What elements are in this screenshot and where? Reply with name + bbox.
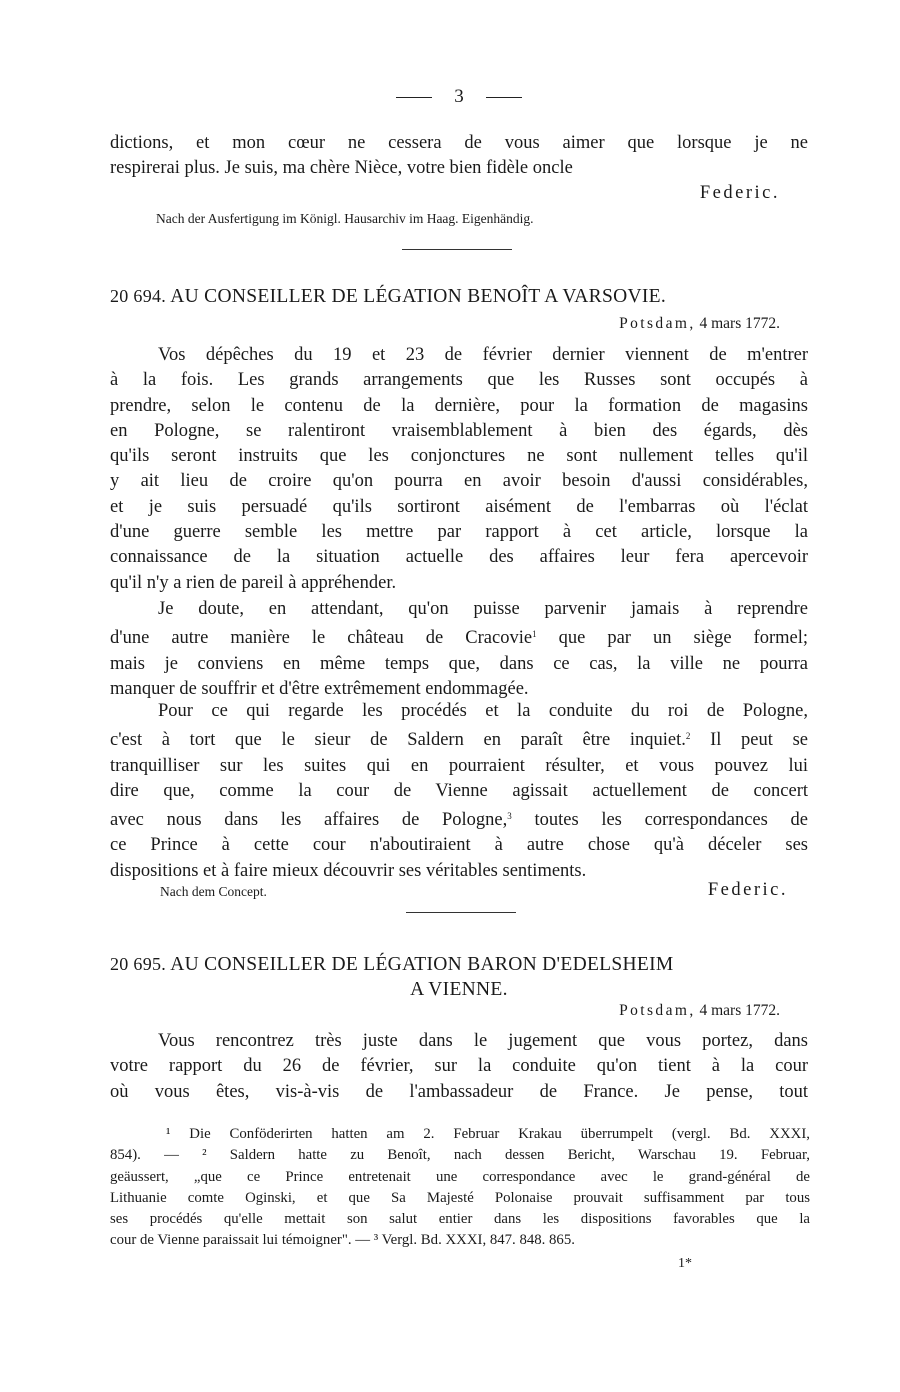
footnote-line: ses procédés qu'elle mettait son salut entier dans les dispositions favorables que la [110,1211,810,1228]
signature-mark: 1* [678,1256,692,1271]
header-dash-left [396,97,432,98]
divider [402,249,512,250]
letter2-source-note: Nach dem Concept. [160,884,267,899]
footnote-line: ¹ Die Conföderirten hatten am 2. Februar Krakau überrumpelt (vergl. Bd. XXXI, [166,1126,810,1142]
header-dash-right [486,97,522,98]
page-number: 3 [454,86,464,107]
text-segment: c'est à tort que le sieur de Saldern en paraît être inquiet. [110,730,686,751]
footnote-line: cour de Vienne paraissait lui témoigner". — ³ Vergl. Bd. XXXI, 847. 848. 865. [110,1232,575,1249]
text-line: prendre, selon le contenu de la dernière, pour la formation de magasins [110,395,808,416]
text-line: Pour ce qui regarde les procédés et la conduite du roi de Pologne, [158,701,808,721]
letter3-title-line1: AU CONSEILLER DE LÉGATION BARON D'EDELSHEIM [170,954,674,975]
text-line: respirerai plus. Je suis, ma chère Nièce, votre bien fidèle oncle [110,158,573,179]
text-line: et je suis persuadé qu'ils sortiront aisément de l'embarras où l'éclat [110,496,808,517]
text-line: Je doute, en attendant, qu'on puisse parvenir jamais à reprendre [158,599,808,619]
letter1-signature: Federic. [699,183,780,203]
footnote-mark: 2 [685,731,691,742]
footnote-mark: 1 [532,629,537,640]
text-segment: d'une autre manière le château de Cracovie [110,628,533,649]
text-line: dispositions et à faire mieux découvrir ses véritables sentiments. [110,860,587,881]
text-segment: Il peut se [690,730,809,751]
letter3-date: 4 mars 1772. [699,1002,780,1019]
text-line [110,724,808,753]
letter2-signature: Federic. [707,880,788,900]
text-segment: toutes les correspondances de [511,810,808,831]
text-line: ce Prince à cette cour n'aboutiraient à autre chose qu'à déceler ses [110,835,808,856]
text-line: d'une guerre semble les mettre par rapport à cet article, lorsque la [110,522,808,543]
text-line: manquer de souffrir et d'être extrêmement endommagée. [110,678,529,699]
text-line: dire que, comme la cour de Vienne agissait actuellement de concert [110,780,808,801]
text-line: tranquilliser sur les suites qui en pourraient résulter, et vous pouvez lui [110,755,808,776]
footnotes [110,1124,810,1252]
page-header [110,86,808,108]
text-line: qu'il n'y a rien de pareil à appréhender. [110,572,397,593]
letter1-source-note: Nach der Ausfertigung im Königl. Hausarchiv im Haag. Eigenhändig. [156,211,534,226]
text-line: mais je conviens en même temps que, dans ce cas, la ville ne pourra [110,653,808,674]
text-line: où vous êtes, vis-à-vis de l'ambassadeur de France. Je pense, tout [110,1081,808,1102]
letter3-paragraph-1 [110,1029,808,1105]
footnote-line: 854). — ² Saldern hatte zu Benoît, nach dessen Bericht, Warschau 19. Februar, [110,1147,810,1164]
text-segment: que par un siège formel; [536,628,809,649]
letter2-date: 4 mars 1772. [699,315,780,332]
letter2-paragraph-3 [110,699,808,884]
text-line: dictions, et mon cœur ne cessera de vous aimer que lorsque je ne [110,133,808,153]
letter2-place: Potsdam, [619,315,696,332]
text-line: votre rapport du 26 de février, sur la conduite qu'on tient à la cour [110,1056,808,1077]
letter2-heading [110,284,808,309]
letter3-place: Potsdam, [619,1002,696,1019]
letter2-paragraph-2 [110,597,808,702]
letter2-number: 20 694. [110,286,167,306]
text-line: en Pologne, se ralentiront vraisemblablement à bien des égards, dès [110,420,808,441]
footnote-line: Lithuanie comte Oginski, et que Sa Majesté Polonaise prouvait suffisamment par tous [110,1189,810,1206]
text-segment: avec nous dans les affaires de Pologne, [110,810,508,831]
text-line: Vous rencontrez très juste dans le jugement que vous portez, dans [158,1031,808,1051]
text-line [110,622,808,651]
letter3-heading [110,952,808,977]
footnote-mark: 3 [507,811,512,822]
text-line: connaissance de la situation actuelle des affaires leur fera apercevoir [110,547,808,568]
text-line: à la fois. Les grands arrangements que les Russes sont occupés à [110,370,808,391]
text-line: Vos dépêches du 19 et 23 de février dernier viennent de m'entrer [158,345,808,365]
letter1-text [110,131,808,182]
text-line [110,804,808,833]
footnote-line: geäussert, „que ce Prince entretenait une correspondance avec le grand-général de [110,1168,810,1185]
letter3-number: 20 695. [110,954,167,974]
text-line: qu'ils seront instruits que les conjonctures ne sont nullement telles qu'il [110,446,808,467]
letter2-dateline [619,315,780,333]
text-line: y ait lieu de croire qu'on pourra en avoir besoin d'aussi considérables, [110,471,808,492]
letter2-paragraph-1 [110,343,808,596]
letter3-dateline [619,1002,780,1020]
letter3-title-line2: A VIENNE. [410,979,508,1000]
letter2-title: AU CONSEILLER DE LÉGATION BENOÎT A VARSOVIE. [170,286,667,307]
divider [406,912,516,913]
